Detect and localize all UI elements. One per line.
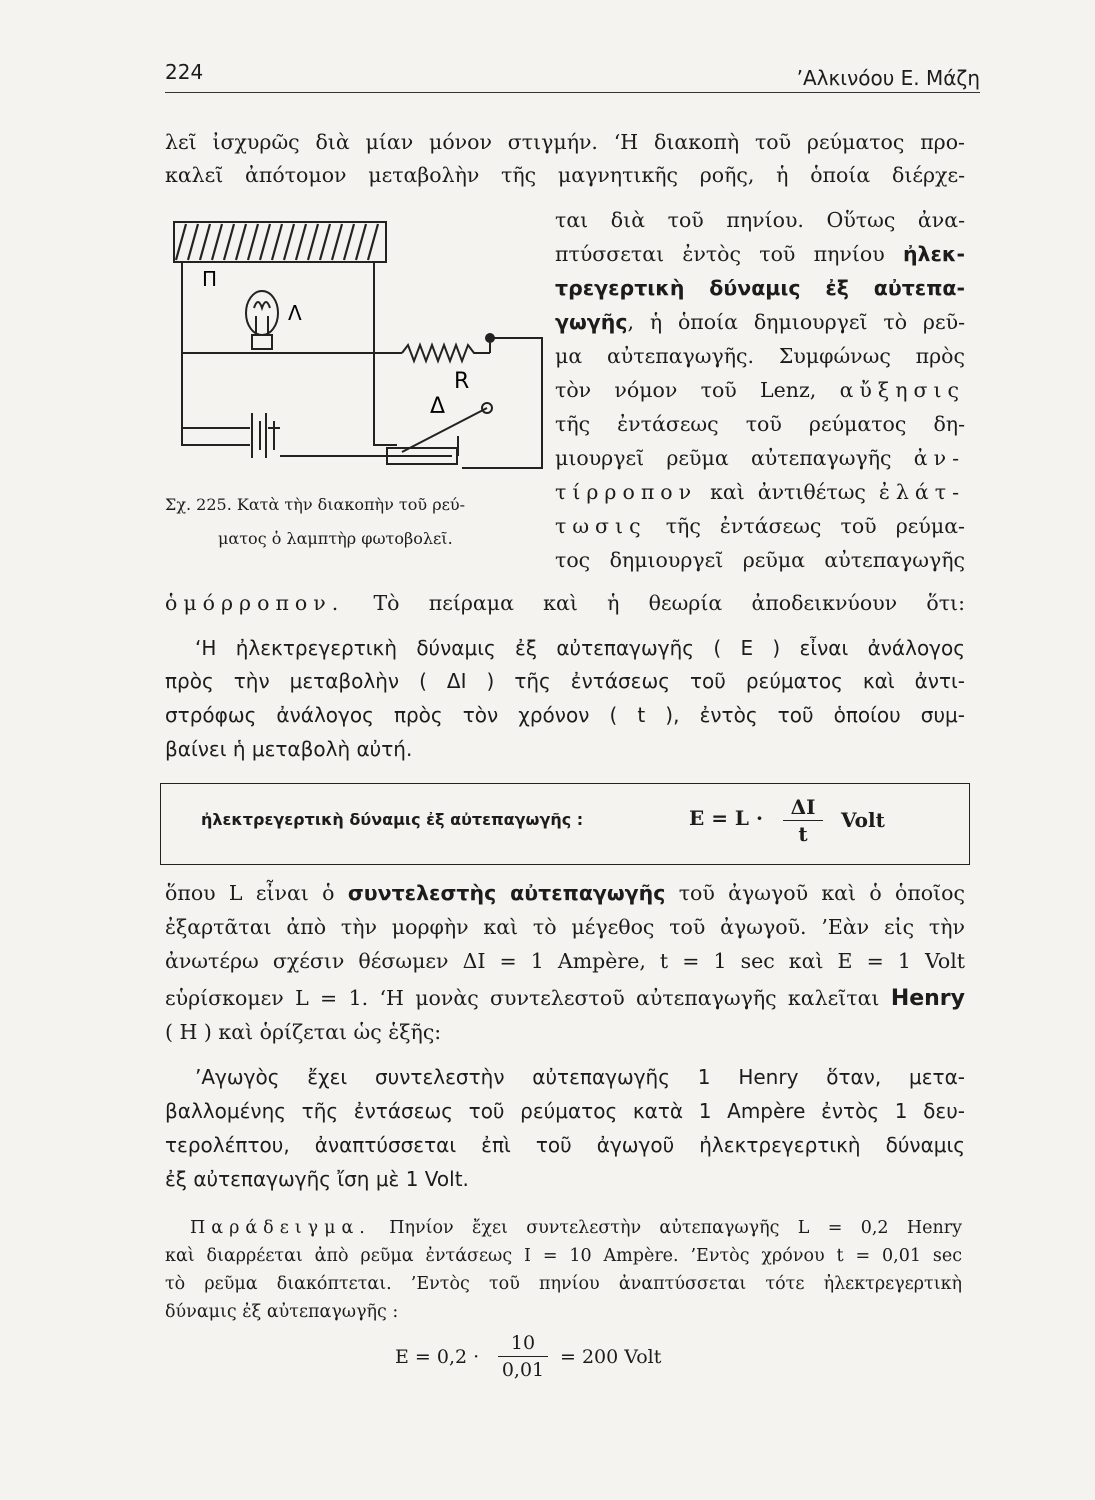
bold-term: συντελεστὴς αὐτεπαγωγῆς bbox=[347, 881, 666, 905]
text-line bbox=[165, 878, 965, 908]
spaced-term: ἀν- bbox=[913, 446, 965, 470]
bold-term: τρεγερτικὴ δύναμις ἐξ αὐτεπα- bbox=[555, 276, 965, 300]
example-rhs: = 200 Volt bbox=[560, 1346, 662, 1368]
bold-term: γωγῆς bbox=[555, 310, 628, 334]
formula-lhs: E = L · bbox=[689, 806, 763, 830]
text-line: τερολέπτου, ἀναπτύσσεται ἐπὶ τοῦ ἀγωγοῦ ἠλεκτρεγερτικὴ δύναμις bbox=[165, 1133, 965, 1157]
figure-caption: ματος ὁ λαμπτὴρ φωτοβολεῖ. bbox=[218, 529, 453, 548]
spaced-term: αὔξησις bbox=[839, 378, 965, 402]
text-line: βαίνει ἡ μεταβολὴ αὐτή. bbox=[165, 737, 413, 761]
spaced-term: τίρροπον bbox=[555, 480, 698, 504]
formula-label: ἠλεκτρεγερτικὴ δύναμις ἐξ αὐτεπαγωγῆς : bbox=[201, 810, 584, 829]
text-run: τὸν νόμον τοῦ Lenz, bbox=[555, 378, 840, 402]
figure-caption: Σχ. 225. Κατὰ τὴν διακοπὴν τοῦ ρεύ- bbox=[165, 495, 466, 514]
lamp bbox=[246, 291, 278, 349]
bold-term: ἠλεκ- bbox=[902, 242, 965, 266]
circuit-diagram bbox=[162, 208, 547, 493]
text-run: , ἡ ὁποία δημιουργεῖ τὸ ρεῦ- bbox=[627, 310, 965, 334]
text-run: καὶ ἀντιθέτως bbox=[697, 480, 879, 504]
formula-denominator: t bbox=[798, 822, 808, 846]
page-header bbox=[165, 60, 980, 94]
text-line: πρὸς τὴν μεταβολὴν ( ΔΙ ) τῆς ἐντάσεως τοῦ ρεύματος καὶ ἀντι- bbox=[165, 669, 965, 693]
battery bbox=[252, 413, 274, 458]
text-line bbox=[555, 477, 965, 507]
text-line: ἐξ αὐτεπαγωγῆς ἴση μὲ 1 Volt. bbox=[165, 1167, 469, 1191]
formula-numerator: ΔΙ bbox=[783, 794, 823, 821]
text-line bbox=[555, 375, 965, 405]
text-line bbox=[555, 273, 965, 303]
example-fraction bbox=[498, 1330, 548, 1383]
text-line: στρόφως ἀνάλογος πρὸς τὸν χρόνον ( t ), ἐντὸς τοῦ ὁποίου συμ- bbox=[165, 703, 965, 727]
text-run: Πηνίον ἔχει συντελεστὴν αὐτεπαγωγῆς L = 0,2 Henry bbox=[370, 1218, 962, 1238]
text-line: ( Η ) καὶ ὁρίζεται ὡς ἑξῆς: bbox=[165, 1020, 442, 1044]
spaced-term: ὁμόρροπον. bbox=[165, 591, 345, 615]
text-line: ἀνωτέρω σχέσιν θέσωμεν ΔΙ = 1 Ampère, t = 1 sec καὶ Ε = 1 Volt bbox=[165, 949, 965, 973]
text-line: λεῖ ἰσχυρῶς διὰ μίαν μόνον στιγμήν. ‘Η διακοπὴ τοῦ ρεύματος προ- bbox=[165, 130, 965, 154]
text-line: ’Αγωγὸς ἔχει συντελεστὴν αὐτεπαγωγῆς 1 Henry ὅταν, μετα- bbox=[195, 1065, 965, 1089]
text-line: ἐξαρτᾶται ἀπὸ τὴν μορφὴν καὶ τὸ μέγεθος τοῦ ἀγωγοῦ. ’Εὰν εἰς τὴν bbox=[165, 915, 965, 939]
text-line: καλεῖ ἀπότομον μεταβολὴν τῆς μαγνητικῆς ροῆς, ἡ ὁποία διέρχε- bbox=[165, 163, 965, 187]
spaced-term: ἐλάτ- bbox=[878, 480, 965, 504]
spaced-term: Παράδειγμα. bbox=[190, 1218, 371, 1238]
text-run: Τὸ πείραμα καὶ ἡ θεωρία ἀποδεικνύουν ὅτι: bbox=[344, 591, 965, 615]
page-number: 224 bbox=[165, 60, 204, 84]
label-resistor: R bbox=[454, 369, 470, 394]
label-switch: Δ bbox=[430, 394, 446, 419]
example-numerator: 10 bbox=[498, 1330, 548, 1357]
text-run: μιουργεῖ ρεῦμα αὐτεπαγωγῆς bbox=[555, 446, 914, 470]
text-line bbox=[190, 1215, 962, 1241]
text-line: μα αὐτεπαγωγῆς. Συμφώνως πρὸς bbox=[555, 344, 965, 368]
running-head: ’Αλκινόου Ε. Μάζη bbox=[796, 66, 980, 90]
example-equation bbox=[395, 1330, 715, 1386]
header-rule bbox=[165, 92, 980, 93]
text-line: βαλλομένης τῆς ἐντάσεως τοῦ ρεύματος κατὰ 1 Ampère ἐντὸς 1 δευ- bbox=[165, 1099, 965, 1123]
text-line bbox=[165, 588, 965, 618]
label-lamp: Λ bbox=[288, 301, 302, 325]
text-line: ται διὰ τοῦ πηνίου. Οὕτως ἀνα- bbox=[555, 208, 965, 232]
text-line bbox=[555, 239, 965, 269]
formula-box bbox=[160, 783, 970, 865]
label-coil: Π bbox=[202, 267, 218, 291]
formula-unit: Volt bbox=[841, 808, 885, 832]
text-line bbox=[555, 443, 965, 473]
formula-fraction bbox=[783, 794, 823, 847]
bold-term: Henry bbox=[890, 986, 965, 1011]
text-line: τὸ ρεῦμα διακόπτεται. ’Εντὸς τοῦ πηνίου ἀναπτύσσεται τότε ἠλεκτρεγερτικὴ bbox=[165, 1274, 962, 1294]
coil-winding bbox=[176, 224, 378, 260]
example-denominator: 0,01 bbox=[501, 1359, 545, 1381]
text-line: καὶ διαρρέεται ἀπὸ ρεῦμα ἐντάσεως Ι = 10 Ampère. ’Εντὸς χρόνου t = 0,01 sec bbox=[165, 1246, 962, 1266]
example-lhs: E = 0,2 · bbox=[395, 1346, 480, 1368]
text-run: ὅπου L εἶναι ὁ bbox=[165, 881, 348, 905]
resistor bbox=[402, 345, 490, 361]
text-run: τῆς ἐντάσεως τοῦ ρεύμα- bbox=[646, 514, 965, 538]
spaced-term: τωσις bbox=[555, 514, 647, 538]
text-line: δύναμις ἐξ αὐτεπαγωγῆς : bbox=[165, 1302, 399, 1322]
text-run: πτύσσεται ἐντὸς τοῦ πηνίου bbox=[555, 242, 903, 266]
text-line bbox=[555, 511, 965, 541]
text-line: τος δημιουργεῖ ρεῦμα αὐτεπαγωγῆς bbox=[555, 548, 965, 572]
wire-resistor-loop bbox=[462, 338, 542, 468]
text-line bbox=[555, 307, 965, 337]
text-line: τῆς ἐντάσεως τοῦ ρεύματος δη- bbox=[555, 412, 965, 436]
contact-point bbox=[486, 334, 494, 342]
text-line: ‘Η ἠλεκτρεγερτικὴ δύναμις ἐξ αὐτεπαγωγῆς ( Ε ) εἶναι ἀνάλογος bbox=[195, 636, 965, 660]
text-run: εὑρίσκομεν L = 1. ‘Η μονὰς συντελεστοῦ αὐτεπαγωγῆς καλεῖται bbox=[165, 986, 891, 1010]
text-line bbox=[165, 983, 965, 1014]
text-run: τοῦ ἀγωγοῦ καὶ ὁ ὁποῖος bbox=[665, 881, 966, 905]
